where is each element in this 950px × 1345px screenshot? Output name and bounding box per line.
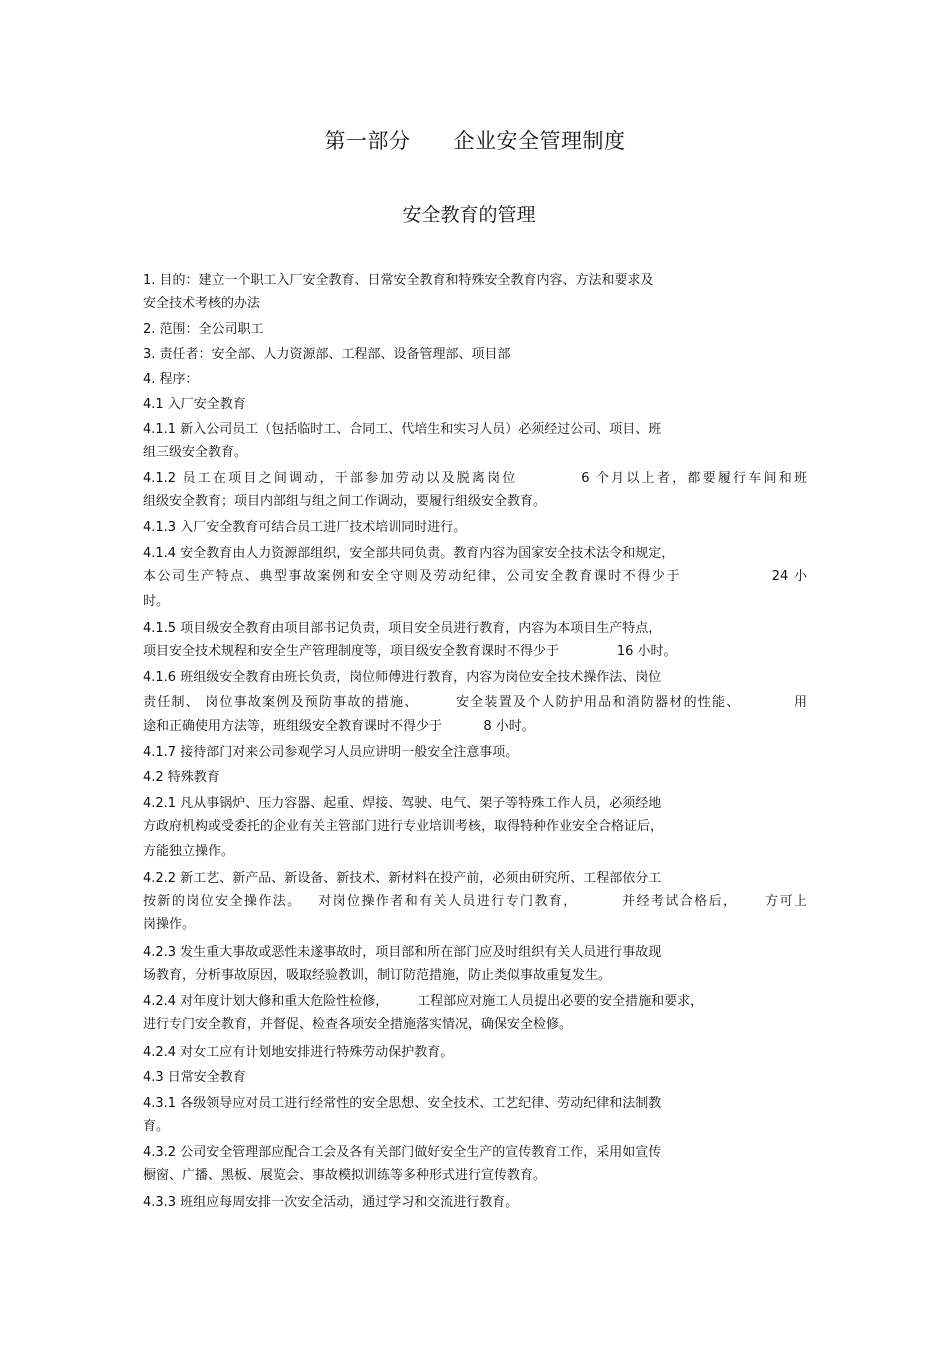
text-line: 进行专门安全教育，并督促、检查各项安全措施落实情况，确保安全检修。 [143, 1017, 573, 1032]
text-line: 4.1.6 班组级安全教育由班长负责，岗位师傅进行教育，内容为岗位安全技术操作法、岗位 [143, 670, 662, 685]
text-line: 方能独立操作。 [143, 844, 235, 859]
section-title: 安全教育的管理 [402, 204, 536, 226]
text-line: 2. 范围：全公司职工 [143, 322, 264, 337]
text-line: 项目安全技术规程和安全生产管理制度等，项目级安全教育课时不得少于 16 小时。 [143, 644, 677, 659]
text-line: 责任制、 岗位事故案例及预防事故的措施、 安全装置及个人防护用品和消防器材的性能、 用 [143, 695, 807, 710]
text-line: 4.3.1 各级领导应对员工进行经常性的安全思想、安全技术、工艺纪律、劳动纪律和法制教 [143, 1096, 662, 1111]
text-line: 4.2 特殊教育 [143, 770, 220, 785]
text-line: 4.2.2 新工艺、新产品、新设备、新技术、新材料在投产前，必须由研究所、工程部依分工 [143, 871, 662, 886]
text-line: 4.2.4 对年度计划大修和重大危险性检修， 工程部应对施工人员提出必要的安全措施和要求， [143, 994, 704, 1009]
text-line: 时。 [143, 594, 170, 609]
text-line: 育。 [143, 1119, 170, 1134]
text-line: 4.2.4 对女工应有计划地安排进行特殊劳动保护教育。 [143, 1045, 454, 1060]
text-line: 4.1.5 项目级安全教育由项目部书记负责，项目安全员进行教育，内容为本项目生产特点， [143, 621, 662, 636]
text-line: 4.1.4 安全教育由人力资源部组织，安全部共同负责。教育内容为国家安全技术法令和规定， [143, 546, 675, 561]
page-title: 第一部分 企业安全管理制度 [324, 129, 626, 153]
text-line: 4.2.1 凡从事锅炉、压力容器、起重、焊接、驾驶、电气、架子等特殊工作人员，必须经地 [143, 796, 662, 811]
text-line: 岗操作。 [143, 917, 196, 932]
text-line: 1. 目的：建立一个职工入厂安全教育、日常安全教育和特殊安全教育内容、方法和要求及 [143, 273, 654, 288]
text-line: 4.2.3 发生重大事故或恶性未遂事故时，项目部和所在部门应及时组织有关人员进行事故现 [143, 945, 662, 960]
text-line: 4.1 入厂安全教育 [143, 397, 246, 412]
text-line: 4.1.3 入厂安全教育可结合员工进厂技术培训同时进行。 [143, 520, 467, 535]
text-line: 按新的岗位安全操作法。 对岗位操作者和有关人员进行专门教育， 并经考试合格后， 方可上 [143, 894, 807, 909]
text-line: 4.3.3 班组应每周安排一次安全活动，通过学习和交流进行教育。 [143, 1195, 519, 1210]
text-line: 橱窗、广播、黑板、展览会、事故模拟训练等多种形式进行宣传教育。 [143, 1168, 547, 1183]
text-line: 途和正确使用方法等，班组级安全教育课时不得少于 8 小时。 [143, 719, 535, 734]
text-line: 4. 程序： [143, 372, 199, 387]
text-line: 4.1.7 接待部门对来公司参观学习人员应讲明一般安全注意事项。 [143, 745, 519, 760]
text-line: 本公司生产特点、典型事故案例和安全守则及劳动纪律，公司安全教育课时不得少于 24 小 [143, 569, 807, 584]
text-line: 组三级安全教育。 [143, 445, 248, 460]
text-line: 4.3 日常安全教育 [143, 1070, 246, 1085]
text-line: 方政府机构或受委托的企业有关主管部门进行专业培训考核，取得特种作业安全合格证后， [143, 819, 664, 834]
text-line: 4.1.1 新入公司员工（包括临时工、合同工、代培生和实习人员）必须经过公司、项目、班 [143, 422, 662, 437]
text-line: 3. 责任者：安全部、人力资源部、工程部、设备管理部、项目部 [143, 347, 511, 362]
text-line: 安全技术考核的办法 [143, 296, 261, 311]
text-line: 组级安全教育；项目内部组与组之间工作调动，要履行组级安全教育。 [143, 494, 547, 509]
text-line: 场教育，分析事故原因，吸取经验教训，制订防范措施，防止类似事故重复发生。 [143, 968, 612, 983]
text-line: 4.3.2 公司安全管理部应配合工会及各有关部门做好安全生产的宣传教育工作，采用如宣传 [143, 1145, 662, 1160]
text-line: 4.1.2 员工在项目之间调动，干部参加劳动以及脱离岗位 6 个月以上者，都要履行车间和班 [143, 471, 807, 486]
